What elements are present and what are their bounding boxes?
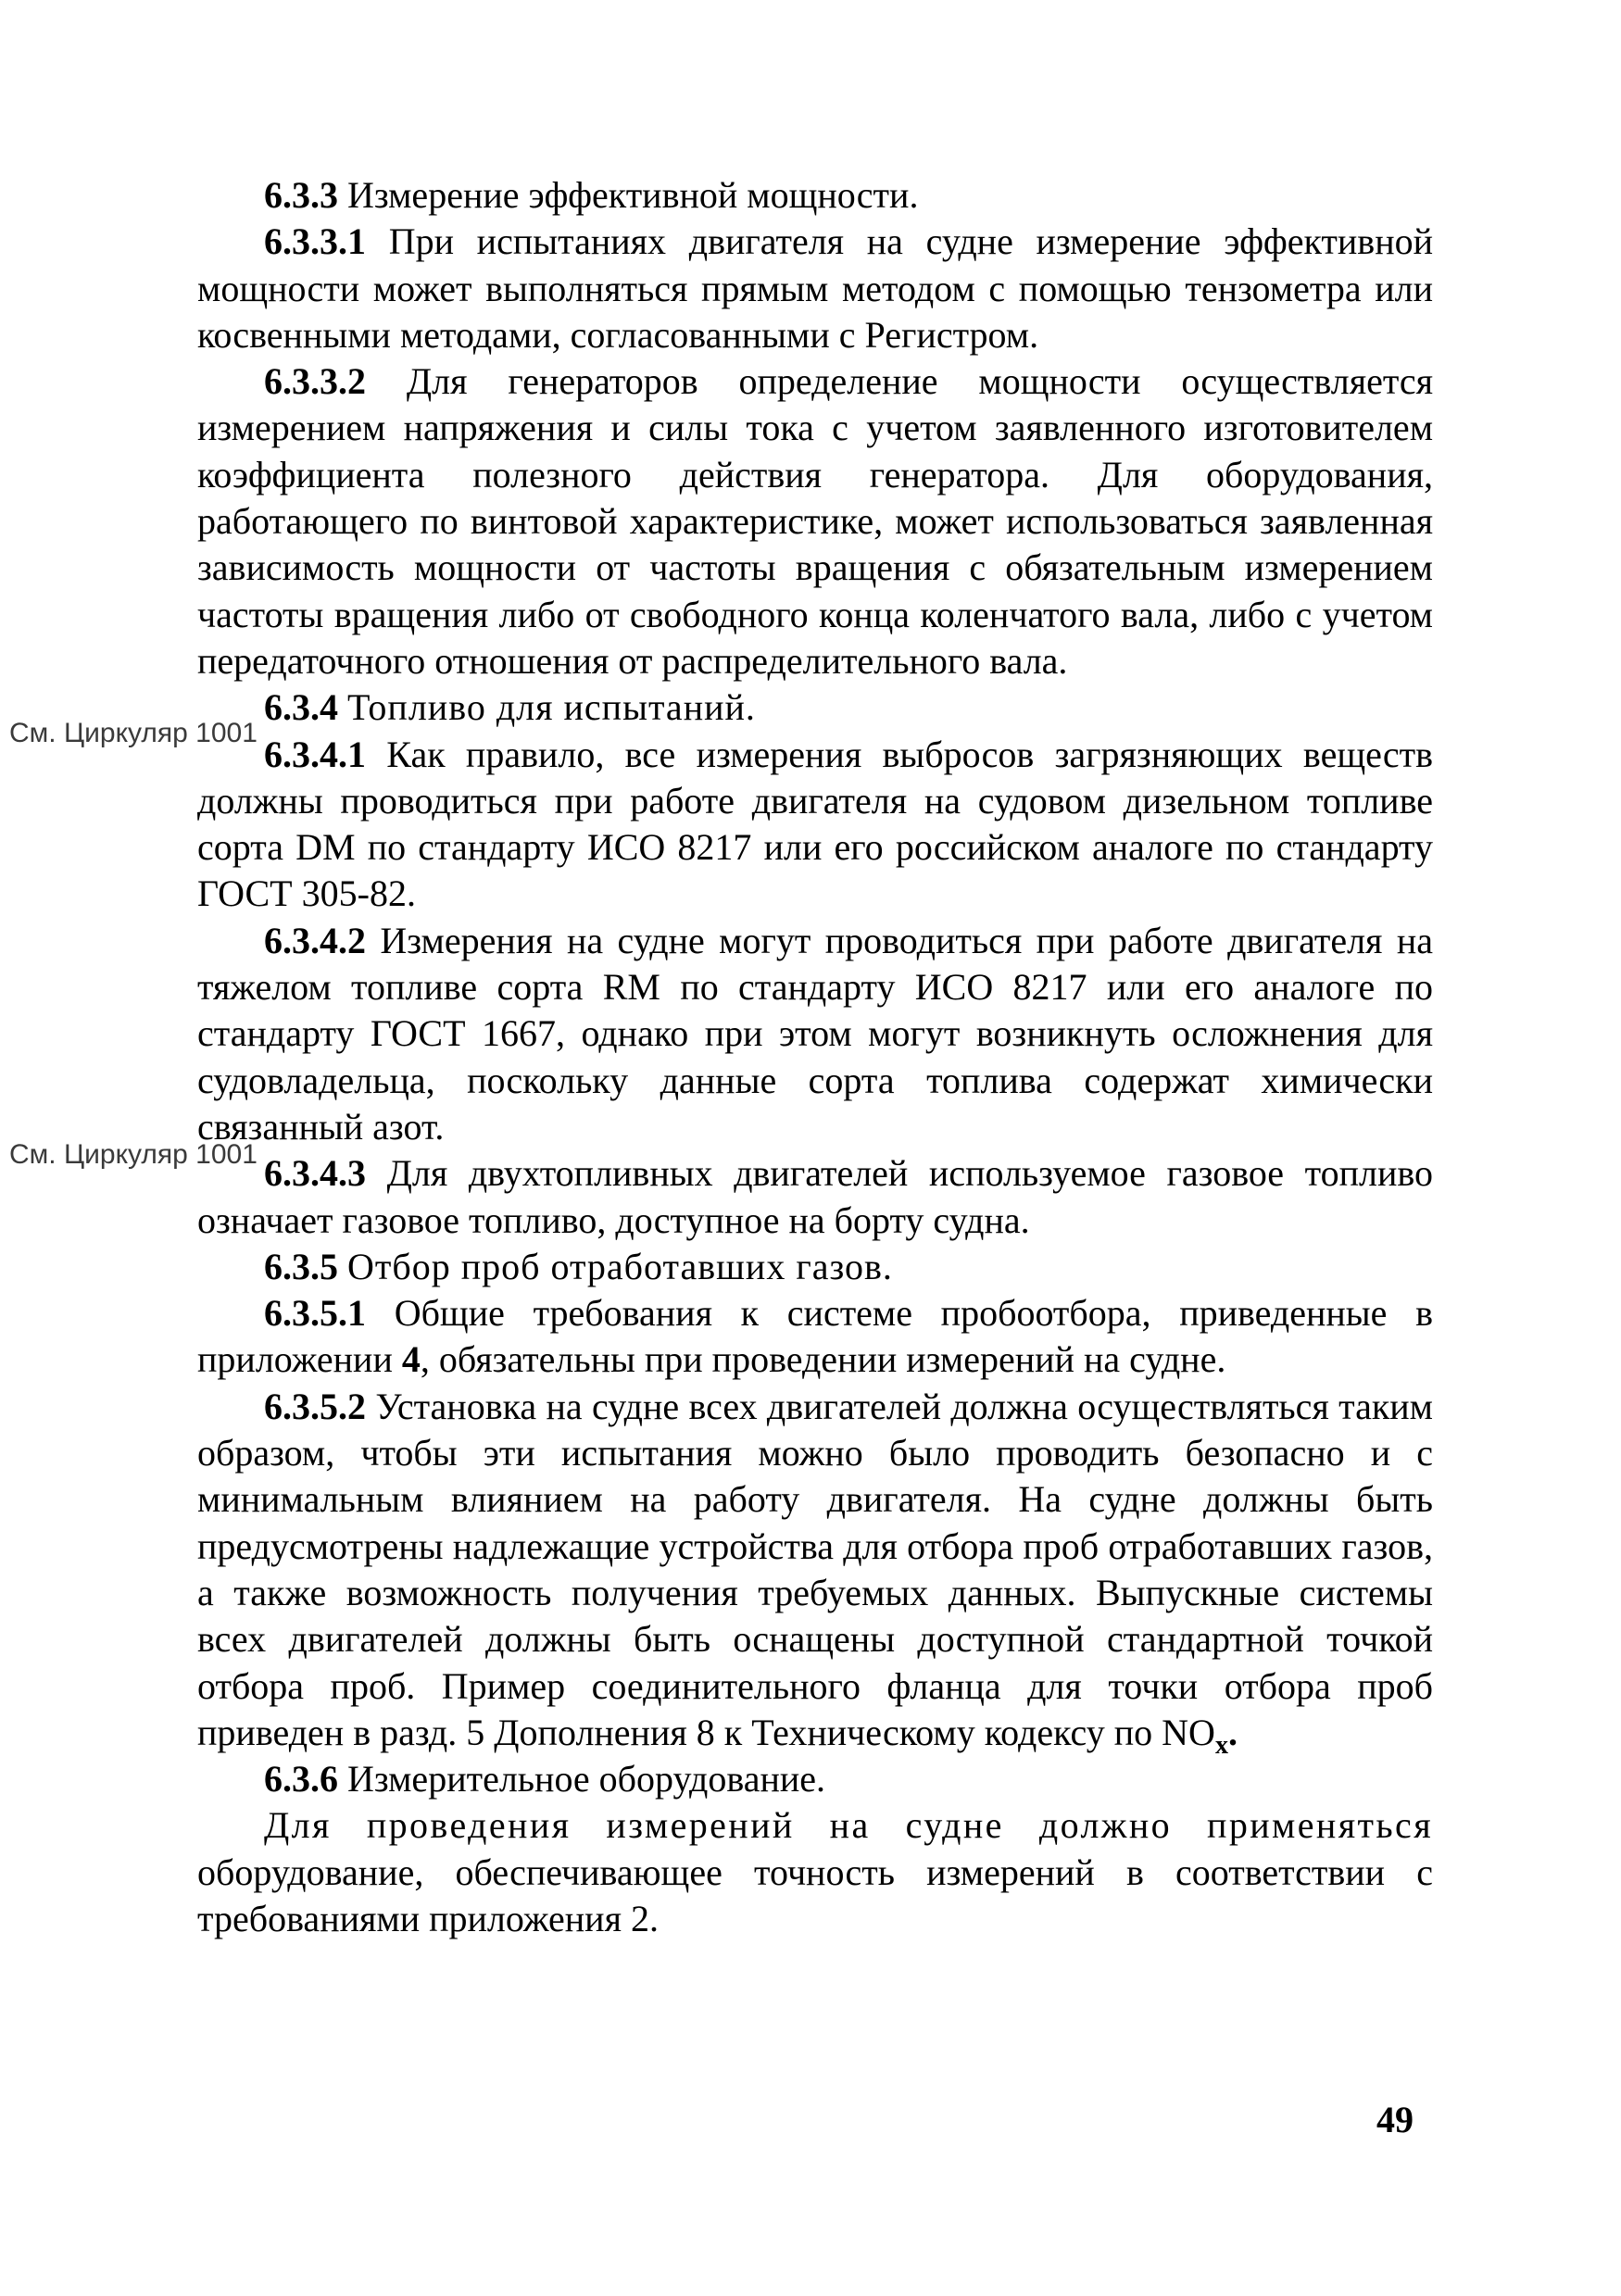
paragraph-text: Для генераторов определение мощности осуществляется измерением напряжения и силы тока с учетом заявленного изготовителем коэффициента полезного действия генератора. Для оборудования, работающего по винтовой характеристике, может использоваться заявленная зависимость мощности от частоты вращения с обязательным измерением частоты вращения либо от свободного конца коленчатого вала, либо с учетом передаточного отношения от распределительного вала. (197, 360, 1433, 682)
section-number: 6.3.6 (264, 1758, 338, 1800)
paragraph-6-3-5-2 (197, 1384, 1433, 1760)
section-heading-6-3-6 (197, 1756, 1433, 1802)
paragraph-6-3-3-2 (197, 358, 1433, 684)
paragraph-6-3-4-1 (197, 732, 1433, 918)
paragraph-text: Для двухтопливных двигателей используемое газовое топливо означает газовое топливо, доступное на борту судна. (197, 1152, 1433, 1241)
section-number: 6.3.5 (264, 1245, 338, 1287)
appendix-number: 4 (401, 1338, 421, 1381)
paragraph-number: 6.3.5.2 (264, 1385, 366, 1427)
paragraph-text-end: , обязательны при проведении измерений на судне. (420, 1338, 1226, 1381)
paragraph-6-3-5-1 (197, 1290, 1433, 1384)
page-number: 49 (1376, 2099, 1414, 2140)
paragraph-number: 6.3.4.3 (264, 1152, 366, 1195)
main-text-column (197, 172, 1433, 1942)
paragraph-number: 6.3.3.1 (264, 220, 366, 263)
section-number: 6.3.3 (264, 174, 338, 216)
margin-note-circular: См. Циркуляр 1001 (9, 718, 258, 748)
section-number: 6.3.4 (264, 686, 338, 729)
paragraph-text: Как правило, все измерения выбросов загрязняющих веществ должны проводиться при работе двигателя на судовом дизельном топливе сорта DM по стандарту ИСО 8217 или его российском аналоге по стандарту ГОСТ 305-82. (197, 733, 1433, 915)
paragraph-text: оборудование, обеспечивающее точность измерений в соответствии с требованиями приложения 2. (197, 1851, 1433, 1939)
paragraph-number: 6.3.5.1 (264, 1292, 366, 1335)
paragraph-text: Общие требования к системе пробоотбора, приведенные в приложении (197, 1292, 1433, 1381)
paragraph-6-3-3-1 (197, 219, 1433, 358)
section-title: Топливо для испытаний. (347, 686, 756, 729)
paragraph-number: 6.3.4.1 (264, 733, 366, 775)
paragraph-number: 6.3.4.2 (264, 919, 366, 961)
paragraph-6-3-4-3 (197, 1150, 1433, 1244)
paragraph-6-3-6-body (197, 1802, 1433, 1942)
formula-main: NO (1162, 1711, 1215, 1753)
section-title: Измерительное оборудование. (347, 1758, 826, 1800)
paragraph-text: Измерения на судне могут проводиться при работе двигателя на тяжелом топливе сорта RM по стандарту ИСО 8217 или его аналоге по стандарту ГОСТ 1667, однако при этом могут возникнуть осложнения для судовладельца, поскольку данные сорта топлива содержат химически связанный азот. (197, 919, 1433, 1148)
section-heading-6-3-3 (197, 172, 1433, 219)
paragraph-number: 6.3.3.2 (264, 360, 366, 403)
section-title: Измерение эффективной мощности. (347, 174, 919, 216)
sentence-end: . (1227, 1711, 1238, 1753)
margin-note-circular: См. Циркуляр 1001 (9, 1139, 258, 1170)
section-heading-6-3-5 (197, 1244, 1433, 1290)
paragraph-text: Установка на судне всех двигателей должна осуществляться таким образом, чтобы эти испытания можно было проводить безопасно и с минимальным влиянием на работу двигателя. На судне должны быть предусмотрены надлежащие устройства для отбора проб отработавших газов, а также возможность получения требуемых данных. Выпускные системы всех двигателей должны быть оснащены доступной стандартной точкой отбора проб. Пример соединительного фланца для точки отбора проб приведен в разд. 5 Дополнения 8 к Техническому кодексу по (197, 1385, 1433, 1753)
section-title: Отбор проб отработавших газов. (347, 1245, 893, 1287)
nox-formula (1162, 1711, 1228, 1760)
paragraph-text: При испытаниях двигателя на судне измерение эффективной мощности может выполняться прямым методом с помощью тензометра или косвенными методами, согласованными с Регистром. (197, 220, 1434, 356)
paragraph-text-spaced: Для проведения измерений на судне должно применяться (264, 1804, 1433, 1847)
paragraph-6-3-4-2 (197, 918, 1433, 1150)
section-heading-6-3-4 (197, 684, 1433, 731)
formula-subscript: x (1214, 1730, 1228, 1760)
